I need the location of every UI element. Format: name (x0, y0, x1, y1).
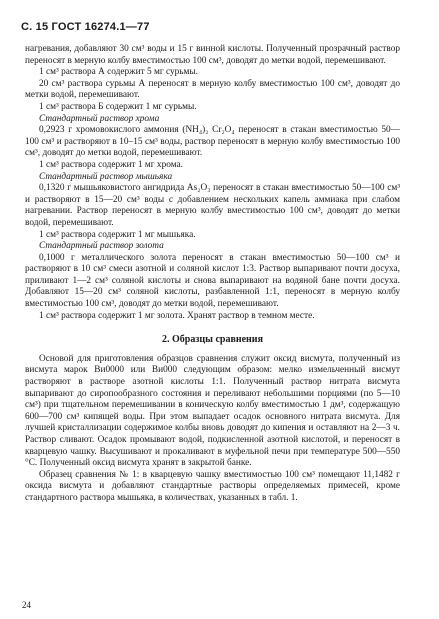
paragraph: Образец сравнения № 1: в кварцевую чашку вместимостью 100 см³ помещают 11,1482 г оксида висмута и добавляют стандартные растворы определяемых примесей, кроме стандартного раствора мышьяка, в количествах, указанных в табл. 1. (25, 469, 400, 503)
subsection-heading: Стандартный раствор хрома (39, 113, 160, 124)
paragraph: 1 см³ раствора содержит 1 мг хрома. (39, 159, 183, 170)
standard-solutions-section (25, 44, 400, 322)
paragraph: Основой для приготовления образцов сравнения служит оксид висмута, полученный из висмута марок Ви0000 или Ви000 следующим образом: мелко измельченный висмут растворяют в растворе азотной кислоты 1:1. Полученный раствор нитрата висмута выпаривают до сиропообразного состояния и переливают небольшими порциями (по 5—10 см³) при тщательном перемешивании в коническую колбу вместимостью 1 дм³, содержащую 600—700 см³ кипящей воды. При этом выпадает осадок основного нитрата висмута. Для лучшей кристаллизации содержимое колбы вновь доводят до кипения и оставляют на 2—3 ч. Раствор сливают. Осадок промывают водой, подкисленной азотной кислотой, и переносят в кварцевую чашку. Высушивают и прокаливают в муфельной печи при температуре 500—550 °С. Полученный оксид висмута хранят в закрытой банке. (25, 353, 400, 469)
paragraph: нагревания, добавляют 30 см³ воды и 15 г винной кислоты. Полученный прозрачный раствор переносят в мерную колбу вместимостью 100 см³, доводят до метки водой, перемешивают. (25, 44, 400, 66)
document-body (25, 44, 400, 505)
paragraph: 1 см³ раствора содержит 1 мг мышьяка. (39, 229, 196, 240)
paragraph: 0,2923 г хромовокислого аммония (NH₄)₂ Cr₂O₄ переносят в стакан вместимостью 50—100 см³ и растворяют в 10–15 см³ воды, раствор переносят в мерную колбу вместимостью 100 см³, доводят до метки водой, перемешивают. (25, 125, 400, 159)
page-header: С. 15 ГОСТ 16274.1—77 (21, 21, 150, 33)
paragraph: 20 см³ раствора сурьмы А переносят в мерную колбу вместимостью 100 см³, доводят до метки водой, перемешивают. (25, 78, 400, 101)
paragraph: 1 см³ раствора Б содержит 1 мг сурьмы. (39, 101, 197, 112)
subsection-heading: Стандартный раствор мышьяка (39, 171, 173, 182)
paragraph: 1 см³ раствора А содержит 5 мг сурьмы. (39, 67, 198, 78)
paragraph: 1 см³ раствора содержит 1 мг золота. Хранят раствор в темном месте. (39, 310, 315, 321)
comparison-samples-section (25, 354, 400, 505)
paragraph: 0,1320 г мышьяковистого ангидрида As₂O₃ переносят в стакан вместимостью 50—100 см³ и растворяют в 15—20 см³ воды с добавлением нескольких капель аммиака при слабом нагревании. Раствор переносят в мерную колбу вместимостью 100 см³, доводят до метки водой, перемешивают. (25, 183, 400, 228)
paragraph: 0,1000 г металлического золота переносят в стакан вместимостью 50—100 см³ и растворяют в 10 см³ смеси азотной и соляной кислот 1:3. Раствор выпаривают почти досуха, приливают 1—2 см³ соляной кислоты и снова выпаривают на водяной бане почти досуха. Добавляют 15—20 см³ соляной кислоты, разбавленной 1:1, переносят в мерную колбу вместимостью 100 см³, доводят до метки водой, перемешивают. (25, 252, 400, 310)
subsection-heading: Стандартный раствор золота (39, 241, 164, 252)
section-title: 2. Образцы сравнения (162, 334, 263, 346)
page-number: 24 (22, 600, 31, 610)
